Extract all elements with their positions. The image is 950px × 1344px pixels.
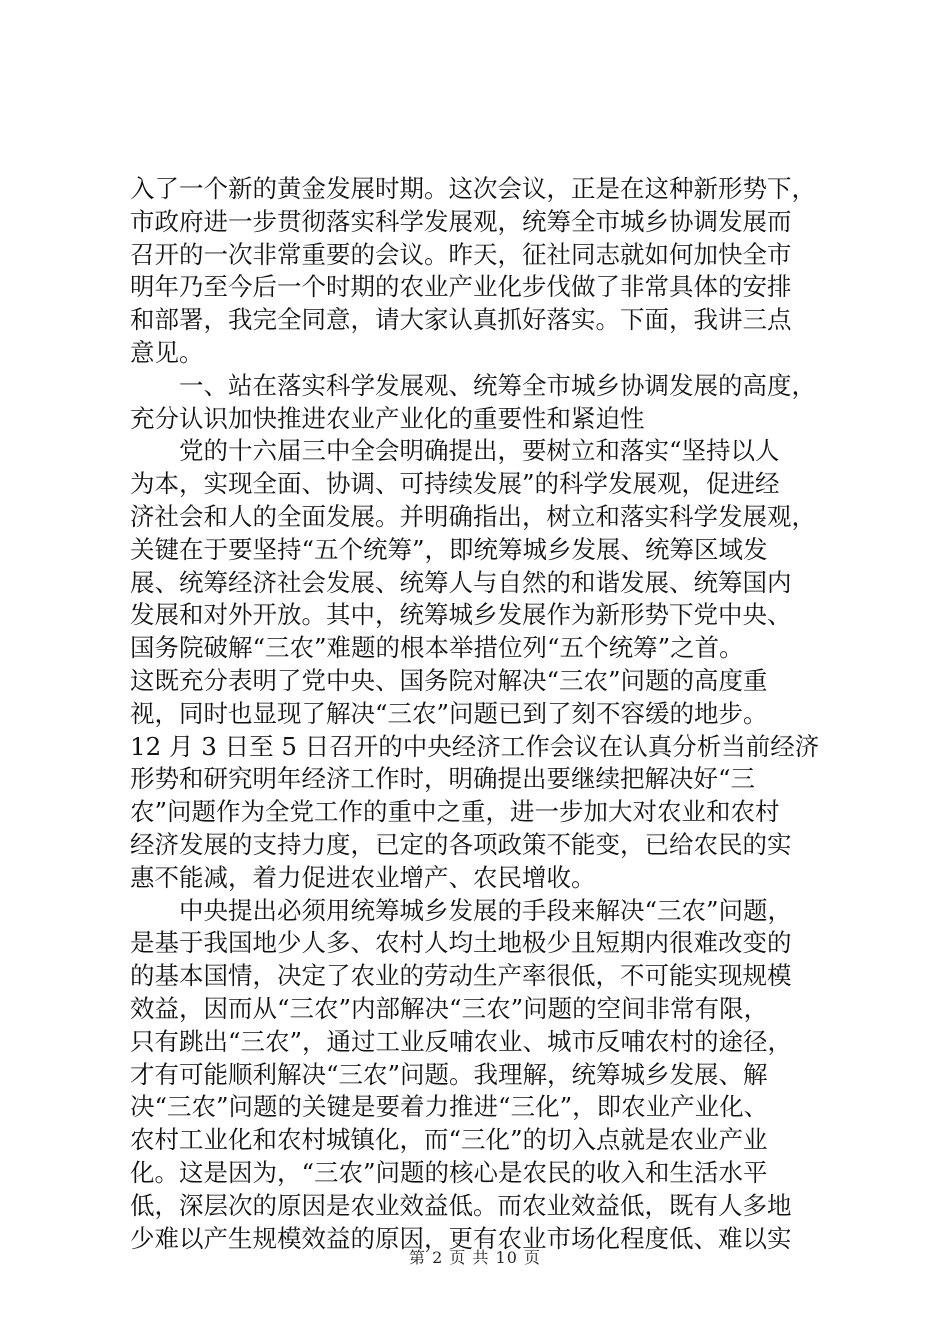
text-line: 化。这是因为，“三农”问题的核心是农民的收入和生活水平 [130, 1157, 768, 1187]
text-line: 济社会和人的全面发展。并明确指出，树立和落实科学发展观， [130, 501, 816, 531]
text-line: 展、统筹经济社会发展、统筹人与自然的和谐发展、统筹国内 [130, 567, 792, 597]
text-line: 意见。 [130, 337, 204, 367]
text-line: 充分认识加快推进农业产业化的重要性和紧迫性 [130, 403, 645, 433]
text-line: 这既充分表明了党中央、国务院对解决“三农”问题的高度重 [130, 665, 768, 695]
text-line: 低，深层次的原因是农业效益低。而农业效益低，既有人多地 [130, 1190, 792, 1220]
text-line: 农”问题作为全党工作的重中之重，进一步加大对农业和农村 [130, 797, 780, 827]
text-line: 是基于我国地少人多、农村人均土地极少且短期内很难改变的 [130, 928, 792, 958]
page-footer: 第 2 页 共 10 页 [409, 1248, 541, 1267]
text-line: 国务院破解“三农”难题的根本举措位列“五个统筹”之首。 [130, 633, 744, 663]
text-line: 视，同时也显现了解决“三农”问题已到了刻不容缓的地步。 [130, 698, 768, 728]
text-line: 和部署，我完全同意，请大家认真抓好落实。下面，我讲三点 [130, 305, 792, 335]
text-line: 一、站在落实科学发展观、统筹全市城乡协调发展的高度， [179, 370, 816, 400]
text-line: 只有跳出“三农”，通过工业反哺农业、城市反哺农村的途径， [130, 1026, 793, 1056]
text-line: 12 月 3 日至 5 日召开的中央经济工作会议在认真分析当前经济 [130, 731, 820, 761]
text-line: 少难以产生规模效益的原因，更有农业市场化程度低、难以实 [130, 1223, 792, 1253]
body-text [130, 173, 842, 1255]
text-line: 为本，实现全面、协调、可持续发展”的科学发展观，促进经 [130, 469, 780, 499]
text-line: 明年乃至今后一个时期的农业产业化步伐做了非常具体的安排 [130, 272, 792, 302]
text-line: 才有可能顺利解决“三农”问题。我理解，统筹城乡发展、解 [130, 1059, 768, 1089]
text-line: 召开的一次非常重要的会议。昨天，征社同志就如何加快全市 [130, 239, 792, 269]
text-line: 农村工业化和农村城镇化，而“三化”的切入点就是农业产业 [130, 1125, 768, 1155]
text-line: 形势和研究明年经济工作时，明确提出要继续把解决好“三 [130, 764, 756, 794]
text-line: 经济发展的支持力度，已定的各项政策不能变，已给农民的实 [130, 829, 792, 859]
text-line: 效益，因而从“三农”内部解决“三农”问题的空间非常有限， [130, 993, 769, 1023]
text-line: 党的十六届三中全会明确提出，要树立和落实“坚持以人 [179, 436, 780, 466]
text-line: 关键在于要坚持“五个统筹”，即统筹城乡发展、统筹区域发 [130, 534, 768, 564]
text-line: 中央提出必须用统筹城乡发展的手段来解决“三农”问题， [179, 895, 793, 925]
text-line: 入了一个新的黄金发展时期。这次会议，正是在这种新形势下， [130, 174, 816, 203]
text-line: 的基本国情，决定了农业的劳动生产率很低，不可能实现规模 [130, 961, 792, 991]
text-line: 发展和对外开放。其中，统筹城乡发展作为新形势下党中央、 [130, 600, 792, 630]
text-line: 市政府进一步贯彻落实科学发展观，统筹全市城乡协调发展而 [130, 206, 792, 236]
text-line: 决“三农”问题的关键是要着力推进“三化”，即农业产业化、 [130, 1092, 769, 1122]
text-line: 惠不能减，着力促进农业增产、农民增收。 [130, 862, 596, 892]
